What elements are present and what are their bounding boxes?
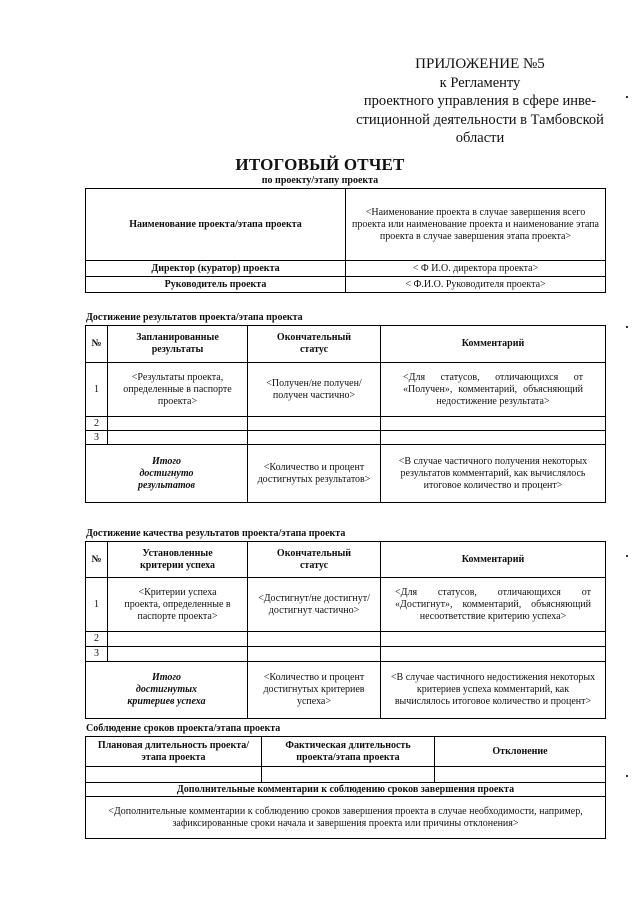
- director-label: Директор (куратор) проекта: [86, 261, 346, 277]
- scan-mark: [626, 326, 628, 328]
- results-total-comment: <В случае частичного получения некоторых результатов комментарий, как вычислялось итоговое количество и процент>: [381, 445, 606, 503]
- quality-heading: Достижение качества результатов проекта/этапа проекта: [86, 528, 346, 539]
- results-table: [85, 325, 606, 503]
- planned-result: [108, 417, 248, 431]
- results-total-label: Итого достигнуто результатов: [86, 445, 248, 503]
- project-info-table: [85, 188, 606, 293]
- appendix-line: области: [455, 130, 505, 146]
- report-subtitle: по проекту/этапу проекта: [261, 175, 379, 186]
- leader-value: < Ф.И.О. Руководителя проекта>: [346, 277, 606, 293]
- criterion-status: [248, 647, 381, 662]
- scan-mark: [626, 96, 628, 98]
- timing-table: [85, 736, 606, 839]
- scan-mark: [626, 775, 628, 777]
- criterion-comment: [381, 632, 606, 647]
- project-name-label: Наименование проекта/этапа проекта: [86, 189, 346, 261]
- planned-result: <Результаты проекта, определенные в паспорте проекта>: [108, 363, 248, 417]
- row-number: 1: [86, 578, 108, 632]
- results-col-status: Окончательный статус: [248, 326, 381, 363]
- planned-duration: [86, 767, 262, 783]
- deviation: [435, 767, 606, 783]
- extra-comments-text: <Дополнительные комментарии к соблюдению сроков завершения проекта в случае необходимости, например, зафиксированные сроки начала и завершения проекта или причины отклонения>: [86, 797, 606, 839]
- results-total-value: <Количество и процент достигнутых результатов>: [248, 445, 381, 503]
- success-criterion: [108, 632, 248, 647]
- appendix-line: ПРИЛОЖЕНИЕ №5: [415, 56, 545, 72]
- criterion-status: <Достигнут/не достигнут/достигнут частично>: [248, 578, 381, 632]
- project-name-value: <Наименование проекта в случае завершения всего проекта или наименование проекта и наименование этапа проекта в случае завершения этапа проекта>: [346, 189, 606, 261]
- criterion-comment: [381, 647, 606, 662]
- success-criterion: <Критерии успеха проекта, определенные в паспорте проекта>: [108, 578, 248, 632]
- report-title: ИТОГОВЫЙ ОТЧЕТ: [235, 155, 405, 174]
- result-comment: [381, 431, 606, 445]
- results-heading: Достижение результатов проекта/этапа проекта: [86, 312, 303, 323]
- row-number: 2: [86, 417, 108, 431]
- timing-col-planned: Плановая длительность проекта/этапа проекта: [86, 737, 262, 767]
- appendix-header: [330, 55, 630, 148]
- result-comment: [381, 417, 606, 431]
- result-status: [248, 431, 381, 445]
- quality-col-status: Окончательный статус: [248, 542, 381, 578]
- criterion-status: [248, 632, 381, 647]
- quality-total-comment: <В случае частичного недостижения некоторых критериев успеха комментарий, как вычислялось итоговое количество и процент>: [381, 662, 606, 719]
- actual-duration: [262, 767, 435, 783]
- planned-result: [108, 431, 248, 445]
- extra-comments-heading: Дополнительные комментарии к соблюдению сроков завершения проекта: [86, 783, 606, 797]
- row-number: 2: [86, 632, 108, 647]
- results-col-comment: Комментарий: [381, 326, 606, 363]
- result-status: <Получен/не получен/получен частично>: [248, 363, 381, 417]
- table-row: [86, 632, 606, 647]
- timing-col-actual: Фактическая длительность проекта/этапа проекта: [262, 737, 435, 767]
- table-row: [86, 767, 606, 783]
- leader-label: Руководитель проекта: [86, 277, 346, 293]
- row-number: 3: [86, 647, 108, 662]
- row-number: 1: [86, 363, 108, 417]
- appendix-line: проектного управления в сфере инве-: [363, 93, 597, 109]
- appendix-line: стиционной деятельности в Тамбовской: [356, 111, 604, 128]
- timing-col-deviation: Отклонение: [435, 737, 606, 767]
- results-col-num: №: [86, 326, 108, 363]
- quality-table: [85, 541, 606, 719]
- result-status: [248, 417, 381, 431]
- scan-mark: [626, 555, 628, 557]
- table-row: [86, 363, 606, 417]
- appendix-line: к Регламенту: [439, 74, 521, 91]
- timing-heading: Соблюдение сроков проекта/этапа проекта: [86, 723, 281, 734]
- quality-col-criteria: Установленные критерии успеха: [108, 542, 248, 578]
- row-number: 3: [86, 431, 108, 445]
- quality-total-label: Итого достигнутых критериев успеха: [86, 662, 248, 719]
- success-criterion: [108, 647, 248, 662]
- quality-col-comment: Комментарий: [381, 542, 606, 578]
- table-row: [86, 417, 606, 431]
- table-row: [86, 647, 606, 662]
- table-row: [86, 578, 606, 632]
- director-value: < Ф И.О. директора проекта>: [346, 261, 606, 277]
- criterion-comment: <Для статусов, отличающихся от «Достигнут», комментарий, объясняющий несоответствие критерию успеха>: [381, 578, 606, 632]
- quality-col-num: №: [86, 542, 108, 578]
- result-comment: <Для статусов, отличающихся от «Получен», комментарий, объясняющий недостижение результата>: [381, 363, 606, 417]
- results-col-planned: Запланированные результаты: [108, 326, 248, 363]
- quality-total-value: <Количество и процент достигнутых критериев успеха>: [248, 662, 381, 719]
- table-row: [86, 431, 606, 445]
